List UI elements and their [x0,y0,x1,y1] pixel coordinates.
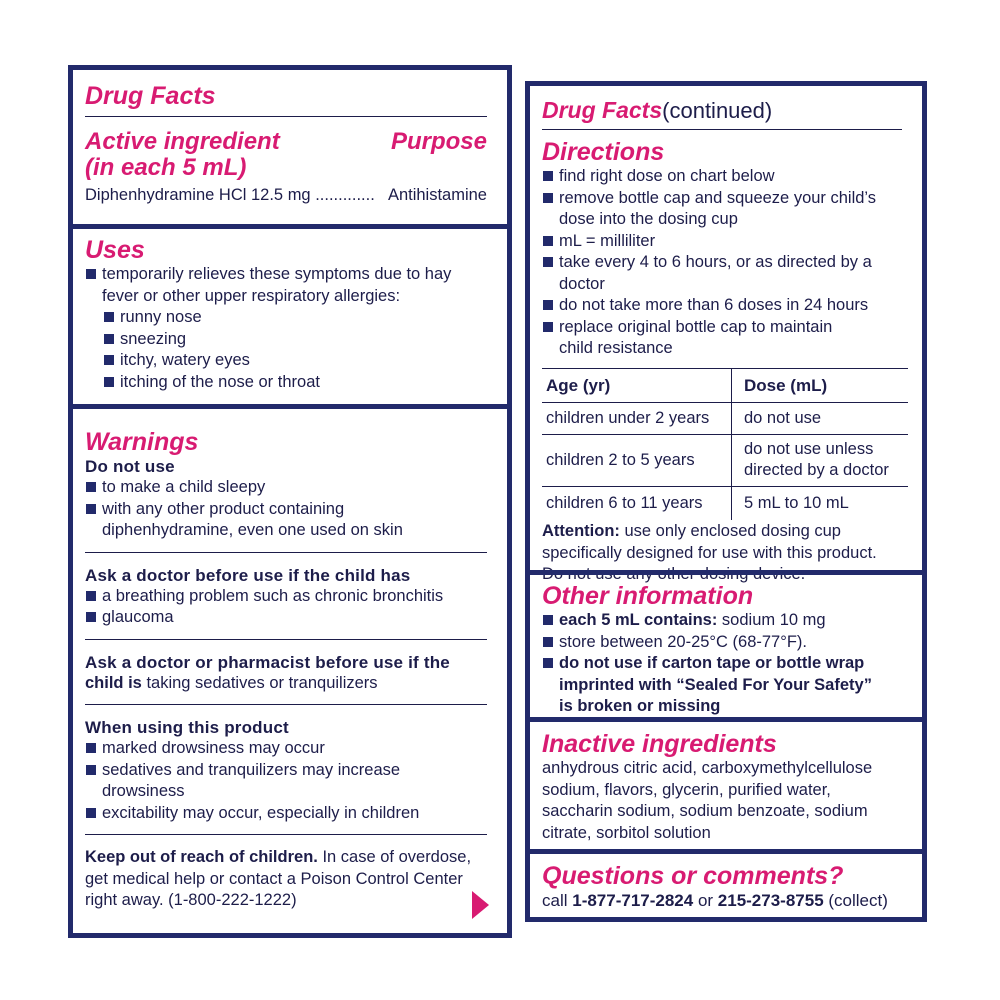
warning-item: to make a child sleepy [85,477,507,499]
direction-item: mL = milliliter [542,231,922,253]
leader-dots: ............. [315,186,375,204]
title-rule [542,129,902,130]
table-row: children under 2 years do not use [542,402,908,434]
inactive-ingredients-section [530,730,922,844]
section-divider [530,570,922,575]
uses-item: itching of the nose or throat [103,372,507,394]
section-divider [73,224,507,229]
ask-doctor-heading: Ask a doctor before use if the child has [85,565,411,585]
directions-title: Directions [542,138,665,166]
section-divider [73,404,507,409]
direction-item: remove bottle cap and squeeze your child’s dose into the dosing cup [542,188,922,231]
warning-item: excitability may occur, especially in children [85,803,507,825]
warnings-title: Warnings [85,428,199,456]
warning-item: with any other product containing diphenhydramine, even one used on skin [85,499,507,542]
phone-number[interactable]: 1-877-717-2824 [572,891,694,910]
other-info-item: do not use if carton tape or bottle wrap imprinted with “Sealed For Your Safety” is broken or missing [542,653,922,718]
warning-item: glaucoma [85,607,507,629]
keep-out-of-reach: Keep out of reach of children. In case of overdose, get medical help or contact a Poison Control Center right away. (1-800-222-1222) [85,848,472,909]
warning-item: sedatives and tranquilizers may increase drowsiness [85,760,507,803]
questions-title: Questions or comments? [542,862,844,890]
subsection-rule [85,704,487,705]
active-ingredient-heading: Active ingredient [85,128,280,155]
direction-item: do not take more than 6 doses in 24 hours [542,295,922,317]
directions-section [530,96,922,586]
direction-item: find right dose on chart below [542,166,922,188]
uses-item: runny nose [103,307,507,329]
continue-arrow-icon [472,891,489,919]
uses-item: sneezing [103,329,507,351]
ingredient-purpose: Antihistamine [387,186,487,204]
ask-pharmacist-text: child is taking sedatives or tranquilizers [85,673,378,692]
questions-contact: call 1-877-717-2824 or 215-273-8755 (collect) [542,891,888,910]
warning-item: a breathing problem such as chronic bronchitis [85,586,507,608]
inactive-ingredients-list: anhydrous citric acid, carboxymethylcellulose sodium, flavors, glycerin, purified water, saccharin sodium, sodium benzoate, sodium citrate, sorbitol solution [542,759,873,842]
table-row: children 2 to 5 years do not use unless directed by a doctor [542,434,908,486]
other-info-item: store between 20-25°C (68-77°F). [542,632,922,654]
direction-item: replace original bottle cap to maintain child resistance [542,317,922,360]
subsection-rule [85,552,487,553]
do-not-use-heading: Do not use [85,457,175,476]
continued-label: (continued) [662,98,773,123]
active-ingredient-section [73,82,507,206]
dosage-table [542,368,908,521]
ingredient-name: Diphenhydramine HCl 12.5 mg [85,186,311,204]
uses-title: Uses [85,236,145,264]
active-ingredient-row [85,185,507,206]
header-age: Age (yr) [542,368,732,402]
questions-section [530,862,922,912]
drug-facts-panel-left [68,65,512,938]
warnings-section [73,428,507,912]
purpose-heading: Purpose [390,128,487,155]
uses-item: itchy, watery eyes [103,350,507,372]
inactive-ingredients-title: Inactive ingredients [542,730,777,758]
table-row: children 6 to 11 years 5 mL to 10 mL [542,486,908,520]
when-using-heading: When using this product [85,718,289,737]
uses-section [73,236,507,393]
subsection-rule [85,639,487,640]
header-dose: Dose (mL) [744,375,828,395]
subsection-rule [85,834,487,835]
other-information-title: Other information [542,582,754,610]
other-information-section [530,582,922,718]
section-divider [530,717,922,722]
phone-number[interactable]: 215-273-8755 [717,891,824,910]
direction-item: take every 4 to 6 hours, or as directed by a doctor [542,252,922,295]
title-rule [85,116,487,117]
dosage-table-header [542,368,908,402]
warning-item: marked drowsiness may occur [85,738,507,760]
ask-pharmacist-heading: Ask a doctor or pharmacist before use if the [85,652,450,672]
other-info-item: each 5 mL contains: sodium 10 mg [542,610,922,632]
drug-facts-continued-title: Drug Facts(continued) [542,97,773,123]
uses-intro: temporarily relieves these symptoms due to hay fever or other upper respiratory allergies: [85,264,507,307]
attention-note: Attention: use only enclosed dosing cup specifically designed for use with this product. [542,522,877,562]
drug-facts-title: Drug Facts [85,82,216,110]
drug-facts-panel-right [525,81,927,922]
section-divider [530,849,922,854]
active-ingredient-subheading: (in each 5 mL) [85,154,247,181]
